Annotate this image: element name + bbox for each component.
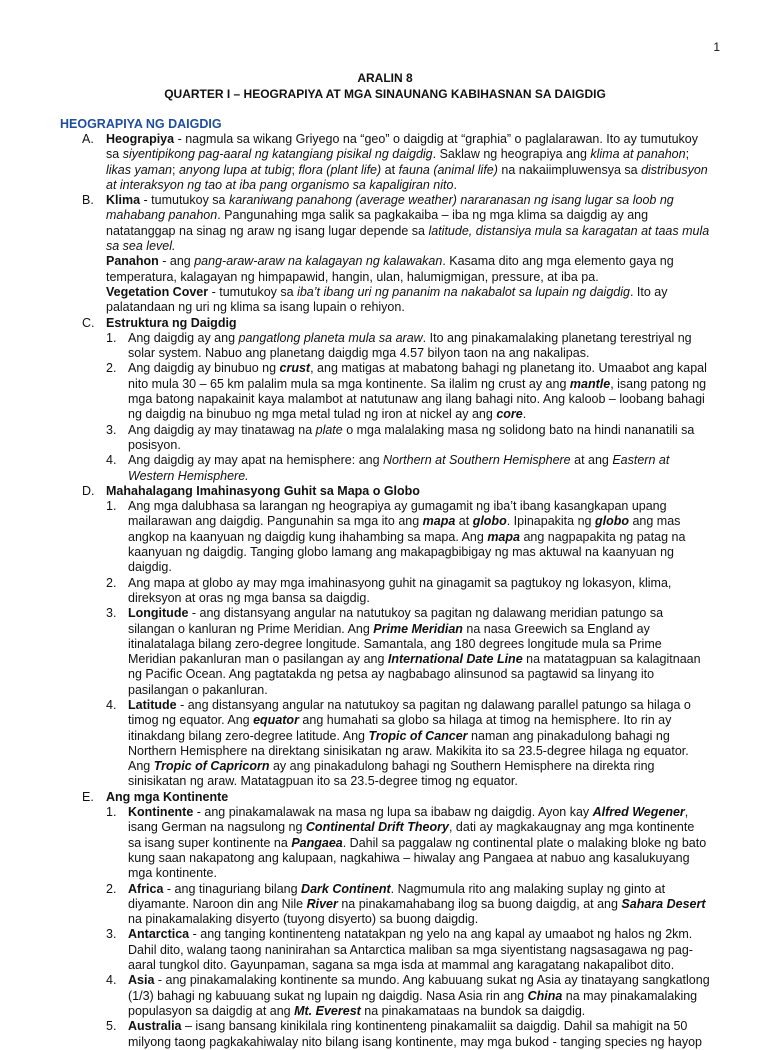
emphasis-text bbox=[368, 729, 467, 743]
text-run: - ang tanging kontinenteng natatakpan ng yelo na ang kapal ay umaabot ng halos ng 2km. Dahil dito, walang taong naninirahan sa Antarctica maliban sa mga siyentistang nagsasagawa ng pag-aaral tungkol dito. Gayunpaman, sagana sa mga isda at mammal ang karagatang nakapalibot dito. bbox=[128, 927, 693, 973]
emphasis-text bbox=[570, 377, 610, 391]
outline-subitem bbox=[60, 882, 710, 928]
emphasis-text: distribusyon at interaksyon ng tao at iba pang organismo sa kapaligiran nito bbox=[106, 162, 708, 192]
paragraph bbox=[106, 285, 710, 316]
outline-subitem bbox=[60, 499, 710, 575]
text-run: . Saklaw ng heograpiya ang bbox=[432, 147, 591, 162]
text-run: Ang daigdig ay may tinatawag na bbox=[128, 422, 316, 437]
section-heading: HEOGRAPIYA NG DAIGDIG bbox=[60, 117, 222, 131]
outline-subitem-label: 2. bbox=[106, 881, 117, 896]
emphasis-text: Prime Meridian bbox=[373, 621, 463, 636]
emphasis-text bbox=[487, 530, 520, 544]
text-run: . Ipinapakita ng bbox=[506, 514, 595, 529]
emphasis-text bbox=[280, 361, 311, 375]
emphasis-text: Kontinente bbox=[128, 805, 194, 820]
emphasis-text bbox=[294, 1004, 361, 1018]
text-run: o mga malalaking masa ng solidong bato na hindi nananatili sa posisyon. bbox=[128, 422, 695, 452]
paragraph bbox=[128, 805, 710, 881]
emphasis-text: Tropic of Capricorn bbox=[153, 759, 270, 774]
outline-subitem-label: 3. bbox=[106, 606, 117, 621]
emphasis-text: Sahara Desert bbox=[621, 896, 706, 911]
paragraph bbox=[128, 973, 710, 1019]
text-run: - ang tinaguriang bilang bbox=[163, 881, 302, 896]
outline-subitem bbox=[60, 331, 710, 362]
outline-subitem-label: 4. bbox=[106, 697, 117, 712]
text-run: na may pinakamalaking populasyon sa daigdig at ang bbox=[128, 988, 698, 1018]
emphasis-text: Eastern at Western Hemisphere. bbox=[128, 453, 670, 483]
text-run: . bbox=[453, 177, 457, 192]
emphasis-text: Northern at Southern Hemisphere bbox=[383, 453, 571, 468]
text-run: Ang daigdig ay binubuo ng bbox=[128, 361, 280, 376]
paragraph bbox=[128, 576, 710, 607]
text-run: - nagmula sa wikang Griyego na “geo” o daigdig at “graphia” o paglalarawan. Ito ay tumutukoy sa bbox=[106, 132, 699, 162]
emphasis-text: Antarctica bbox=[128, 927, 190, 942]
emphasis-text bbox=[307, 897, 338, 911]
emphasis-text: mapa bbox=[487, 529, 520, 544]
text-run: - ang bbox=[158, 254, 195, 269]
text-run: , isang German na nagsulong ng bbox=[128, 805, 689, 835]
outline-item-label: A. bbox=[82, 132, 94, 146]
emphasis-text: mapa bbox=[422, 514, 456, 529]
lesson-subtitle: QUARTER I – HEOGRAPIYA AT MGA SINAUNANG KABIHASNAN SA DAIGDIG bbox=[164, 87, 606, 101]
paragraph bbox=[106, 193, 710, 254]
emphasis-text: globo bbox=[472, 514, 507, 529]
paragraph bbox=[106, 790, 710, 805]
outline-subitem bbox=[60, 973, 710, 1019]
outline-subitem bbox=[60, 576, 710, 607]
paragraph bbox=[128, 882, 710, 928]
outline-subitem-label: 5. bbox=[106, 1019, 117, 1034]
emphasis-text: latitude, distansiya mula sa karagatan at taas mula sa sea level. bbox=[106, 223, 710, 254]
emphasis-text: Ang mga Kontinente bbox=[106, 789, 229, 804]
outline-subitem-label: 2. bbox=[106, 575, 117, 590]
text-run: Ang daigdig ay may apat na hemisphere: ang bbox=[128, 453, 384, 468]
text-run: . bbox=[522, 407, 527, 422]
paragraph bbox=[106, 484, 710, 499]
emphasis-text: River bbox=[306, 896, 338, 911]
emphasis-text: siyentipikong pag-aaral ng katangiang pisikal ng daigdig bbox=[122, 147, 433, 162]
text-run: - ang pinakamalawak na masa ng lupa sa ibabaw ng daigdig. Ayon kay bbox=[193, 805, 593, 820]
text-run: Ang daigdig ay ang bbox=[128, 330, 239, 345]
emphasis-text: mantle bbox=[569, 376, 611, 391]
emphasis-text bbox=[496, 407, 522, 421]
text-run: at bbox=[381, 162, 399, 177]
lesson-title: ARALIN 8 bbox=[357, 71, 413, 85]
text-run: na pinakamalaking disyerto (tuyong disyerto) sa buong daigdig. bbox=[128, 912, 479, 927]
paragraph bbox=[128, 423, 710, 454]
text-run: , isang patong ng mga batong napakainit kaya malambot at natutunaw ang ilang bahagi nito. Ang kaloob – loobang bahagi ng daigdig na binubuo ng mga metal tulad ng iron at nickel ay ang bbox=[128, 376, 707, 422]
outline-subitem bbox=[60, 805, 710, 881]
document-body bbox=[60, 132, 710, 1050]
emphasis-text bbox=[621, 897, 705, 911]
emphasis-text: klima at panahon bbox=[590, 147, 686, 162]
text-run: - ang distansyang angular na natutukoy sa pagitan ng dalawang meridian patungo sa silangan o kanluran ng Prime Meridian. Ang bbox=[128, 606, 664, 636]
outline-item bbox=[60, 316, 710, 331]
emphasis-text bbox=[154, 759, 270, 773]
emphasis-text: Longitude bbox=[128, 606, 189, 621]
text-run: na nakaiimpluwensya sa bbox=[497, 162, 642, 177]
emphasis-text bbox=[388, 652, 523, 666]
text-run: , dati ay magkakaugnay ang mga kontinente sa isang super kontinente na bbox=[128, 820, 695, 850]
emphasis-text: core bbox=[496, 407, 523, 422]
emphasis-text bbox=[253, 713, 299, 727]
emphasis-text bbox=[301, 882, 391, 896]
text-run: Ang mapa at globo ay may mga imahinasyong guhit na ginagamit sa pagtukoy ng lokasyon, klima, direksyon at oras ng mga bansa sa daigdig. bbox=[128, 575, 672, 605]
outline-subitem bbox=[60, 927, 710, 973]
outline-item-label: C. bbox=[82, 315, 95, 330]
text-run: . Nagmumula rito ang malaking suplay ng ginto at diyamante. Naroon din ang Nile bbox=[128, 881, 666, 911]
text-run: na pinakamahabang ilog sa buong daigdig, at ang bbox=[337, 896, 622, 911]
emphasis-text bbox=[306, 820, 449, 834]
text-run: - tumutukoy sa bbox=[208, 284, 298, 299]
paragraph bbox=[128, 606, 710, 698]
paragraph bbox=[106, 254, 710, 285]
outline-subitem bbox=[60, 361, 710, 422]
outline-subitem-label: 4. bbox=[106, 453, 117, 468]
emphasis-text: Alfred Wegener bbox=[592, 805, 685, 820]
emphasis-text: Mahahalagang Imahinasyong Guhit sa Mapa o Globo bbox=[106, 483, 420, 498]
paragraph bbox=[128, 698, 710, 790]
outline-subitem-label: 3. bbox=[106, 422, 117, 437]
emphasis-text: pang-araw-araw na kalagayan ng kalawakan bbox=[194, 254, 443, 269]
emphasis-text: Australia bbox=[128, 1019, 182, 1034]
paragraph bbox=[106, 316, 710, 331]
emphasis-text: Heograpiya bbox=[106, 132, 175, 146]
emphasis-text: China bbox=[527, 988, 563, 1003]
emphasis-text bbox=[528, 989, 563, 1003]
paragraph bbox=[128, 927, 710, 973]
text-run: Ang mga dalubhasa sa larangan ng heograpiya ay gumagamit ng iba’t ibang kasangkapan upang mailarawan ang daigdig. Pangunahin sa mga ito ang bbox=[128, 499, 667, 529]
outline-subitem bbox=[60, 698, 710, 790]
text-run: . Dahil sa paggalaw ng continental plate o malaking bloke ng bato kung saan nakapatong ang kalupaan, nagkahiwa – hiwalay ang Pangaea at nabuo ang kasalukuyang mga kontinente. bbox=[128, 835, 707, 881]
emphasis-text: crust bbox=[279, 361, 311, 376]
emphasis-text: Africa bbox=[128, 881, 164, 896]
outline-item-label: B. bbox=[82, 193, 94, 208]
paragraph bbox=[128, 331, 710, 362]
emphasis-text: International Date Line bbox=[387, 652, 523, 667]
text-run: . Kasama dito ang mga elemento gaya ng temperatura, kalagayan ng himpapawid, hangin, ulan, halumigmigan, pressure, at iba pa. bbox=[106, 254, 674, 284]
text-run: - tumutukoy sa bbox=[140, 193, 229, 208]
outline-subitem-label: 2. bbox=[106, 361, 117, 376]
emphasis-text: globo bbox=[594, 514, 629, 529]
emphasis-text bbox=[593, 805, 685, 819]
text-run: ang mas angkop na kaanyuan ng daigdig kung ihahambing sa mapa. Ang bbox=[128, 514, 681, 544]
emphasis-text: Pangaea bbox=[291, 835, 343, 850]
text-run: na pinakamataas na bundok sa daigdig. bbox=[360, 1003, 586, 1018]
text-run: ; bbox=[172, 162, 179, 177]
outline-subitem-label: 1. bbox=[106, 805, 117, 820]
emphasis-text: iba’t ibang uri ng pananim na nakabalot sa lupain ng daigdig bbox=[297, 284, 630, 299]
text-run: . Ito ang pinakamalaking planetang terestriyal ng solar system. Nabuo ang planetang daigdig mga 4.57 bilyon taon na ang nakalipas. bbox=[128, 330, 692, 361]
emphasis-text: Dark Continent bbox=[301, 881, 391, 896]
emphasis-text: Panahon bbox=[106, 254, 159, 269]
emphasis-text: flora (plant life) bbox=[298, 162, 382, 177]
emphasis-text: Estruktura ng Daigdig bbox=[106, 315, 237, 330]
emphasis-text: plate bbox=[315, 422, 343, 437]
outline-item bbox=[60, 484, 710, 499]
outline-item-label: E. bbox=[82, 789, 94, 804]
text-run: at ang bbox=[570, 453, 613, 468]
emphasis-text: Latitude bbox=[128, 697, 177, 712]
emphasis-text bbox=[595, 514, 629, 528]
text-run: ang nagpapakita ng patag na kaanyuan ng daigdig. Tanging globo lamang ang makapagbibigay ng mas aktuwal na kaanyuan ng daigdig. bbox=[128, 529, 686, 575]
text-run: ; bbox=[685, 147, 690, 162]
text-run: , ang matigas at mabatong bahagi ng planetang ito. Umaabot ang kapal nito mula 30 – 65 km palalim mula sa mga kontinente. Sa ilalim ng crust ay ang bbox=[128, 361, 707, 391]
outline-item-label: D. bbox=[82, 483, 95, 498]
text-run: na matatagpuan sa kalagitnaan ng Pacific Ocean. Ang pagtatakda ng petsa ay nagbabago alinsunod sa pagtawid sa linyang ito pasilangan o pakanluran. bbox=[128, 652, 701, 697]
paragraph bbox=[106, 132, 710, 193]
outline-item bbox=[60, 193, 710, 315]
emphasis-text: Continental Drift Theory bbox=[305, 820, 449, 835]
outline-subitem bbox=[60, 606, 710, 698]
emphasis-text: pangatlong planeta mula sa araw bbox=[238, 330, 423, 345]
emphasis-text: likas yaman bbox=[106, 162, 172, 177]
outline-subitem-label: 1. bbox=[106, 330, 117, 345]
outline-item bbox=[60, 132, 710, 193]
text-run: ay ang pinakadulong bahagi ng Southern Hemisphere na direkta ring sinisikatan ng araw. Matatagpuan ito sa 23.5-degree timog ng equator. bbox=[128, 759, 655, 789]
text-run: ang humahati sa globo sa hilaga at timog na hemisphere. Ito rin ay itinakdang bilang zero-degree latitude. Ang bbox=[128, 713, 672, 743]
text-run: naman ang pinakadulong bahagi ng Northern Hemisphere na direktang sinisikatan ng araw. Makikita ito sa 23.5-degree hilaga ng equator. Ang bbox=[128, 728, 689, 774]
emphasis-text bbox=[473, 514, 507, 528]
emphasis-text: Klima bbox=[106, 193, 141, 208]
emphasis-text: Mt. Everest bbox=[294, 1003, 361, 1018]
page-number: 1 bbox=[713, 40, 720, 54]
text-run: . Ito ay palatandaan ng uri ng klima sa isang lupain o rehiyon. bbox=[106, 284, 668, 315]
outline-subitem bbox=[60, 423, 710, 454]
emphasis-text bbox=[291, 836, 342, 850]
paragraph bbox=[128, 499, 710, 575]
outline-subitem-label: 1. bbox=[106, 499, 117, 514]
outline-subitem bbox=[60, 453, 710, 484]
emphasis-text bbox=[373, 622, 463, 636]
outline-subitem-label: 3. bbox=[106, 927, 117, 942]
text-run: - ang distansyang angular na natutukoy sa pagitan ng dalawang parallel patungo sa hilaga o timog ng equator. Ang bbox=[128, 697, 691, 728]
outline-item bbox=[60, 790, 710, 805]
text-run: na nasa Greewich sa England ay itinalatalaga bilang zero-degree longitude. Samantala, ang 180 degrees longitude mula sa Prime Meridian pakanluran man o pasilangan ay ang bbox=[128, 621, 662, 667]
emphasis-text: Tropic of Cancer bbox=[368, 728, 468, 743]
outline-subitem-label: 4. bbox=[106, 973, 117, 988]
text-run: - ang pinakamalaking kontinente sa mundo. Ang kabuuang sukat ng Asia ay tinatayang sangkatlong (1/3) bahagi ng kabuuang sukat ng lupain ng daigdig. Nasa Asia rin ang bbox=[128, 973, 710, 1003]
paragraph bbox=[128, 361, 710, 422]
emphasis-text: equator bbox=[253, 713, 299, 728]
text-run: ; bbox=[291, 162, 299, 177]
emphasis-text: anyong lupa at tubig bbox=[178, 162, 292, 177]
emphasis-text: Vegetation Cover bbox=[106, 284, 209, 299]
text-run: at bbox=[455, 514, 473, 529]
text-run: . Pangunahing mga salik sa pagkakaiba – iba ng mga klima sa daigdig ay ang natatanggap na sinag ng araw ng isang lugar depende sa bbox=[106, 208, 649, 238]
emphasis-text: Asia bbox=[128, 973, 155, 988]
emphasis-text: fauna (animal life) bbox=[398, 162, 498, 177]
text-run: – isang bansang kinikilala ring kontinenteng pinakamaliit sa daigdig. Dahil sa mahigit na 50 milyong taong pagkakahiwalay nito bilang isang kontinente, may mga bukod - tanging species ng hayop bbox=[128, 1019, 702, 1049]
emphasis-text: karaniwang panahong (average weather) nararanasan ng isang lugar sa loob ng mahabang panahon bbox=[106, 193, 674, 223]
paragraph bbox=[128, 453, 710, 484]
emphasis-text bbox=[423, 514, 456, 528]
